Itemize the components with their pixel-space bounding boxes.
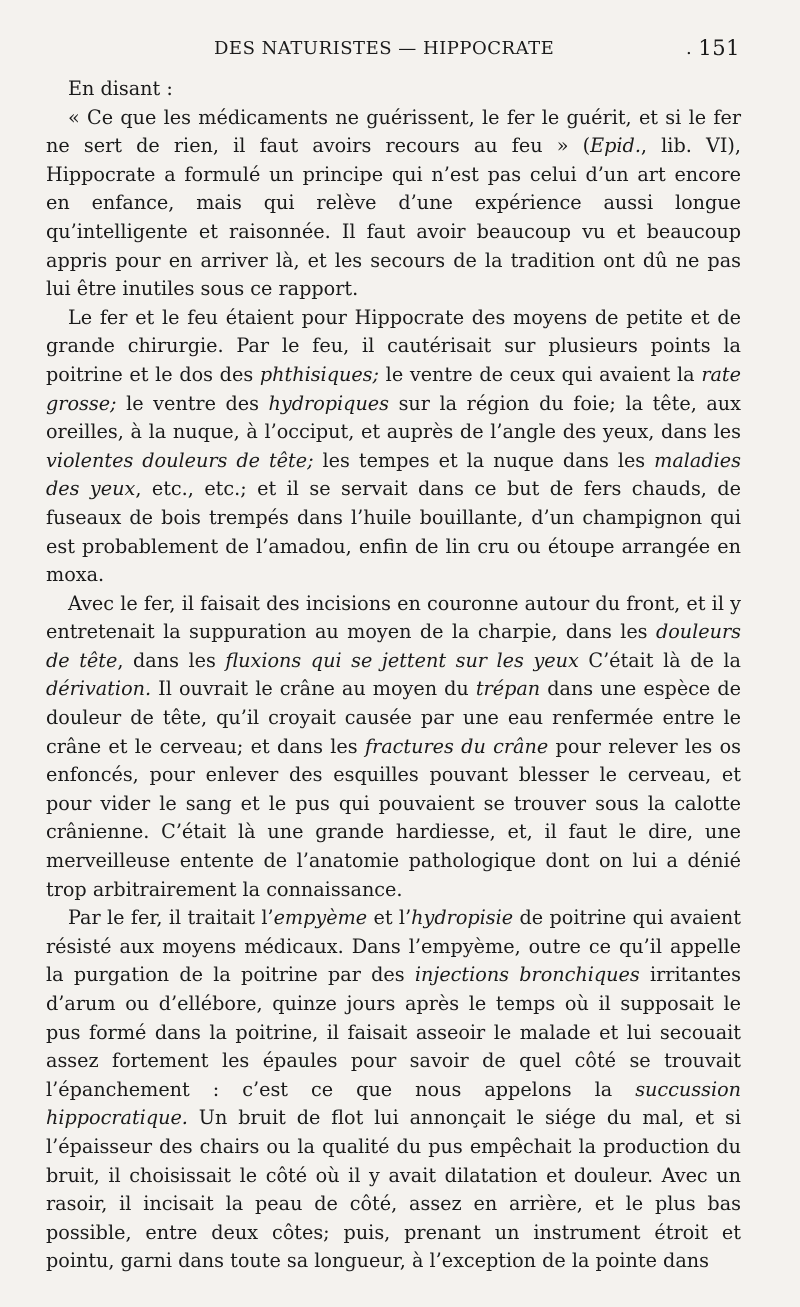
italic-run: douleurs de tête (46, 620, 741, 672)
text-run: En disant : (68, 77, 173, 100)
text-run: le ventre des (116, 391, 269, 415)
paragraph-2 (46, 104, 741, 304)
italic-run: rate grosse; (46, 362, 741, 415)
page-number: 151 (698, 36, 740, 60)
running-header (64, 38, 740, 62)
text-run: sur la région du foie; la tête, aux oreilles, à la nuque, à l’occiput, et auprès de l’angle des yeux, dans les (46, 391, 741, 444)
text-run: C’était là de la (578, 648, 741, 672)
italic-run: injections bronchiques (414, 963, 640, 987)
text-run: , lib. VI), Hippocrate a formulé un principe qui n’est pas celui d’un art encore en enfance, mais qui relève d’une expérience aussi longue qu’intelligente et raisonnée. Il faut avoir beaucoup vu et beaucoup appris pour en arriver là, et les secours de la tradition ont dû ne pas lui être inutiles sous ce rapport. (46, 134, 741, 301)
italic-run: empyème (273, 906, 368, 930)
text-run: et l’ (367, 906, 412, 930)
text-run: dans une espèce de douleur de tête, qu’il croyait causée par une eau renfermée entre le crâne et le cerveau; et dans les (46, 677, 741, 758)
italic-run: maladies des yeux (46, 448, 741, 501)
text-run: de poitrine qui avaient résisté aux moyens médicaux. Dans l’empyème, outre ce qu’il appelle la purgation de la poitrine par des (46, 906, 741, 987)
text-run: Il ouvrait le crâne au moyen du (151, 677, 476, 701)
italic-run: phthisiques; (259, 362, 379, 386)
text-run: Par le fer, il traitait l’ (68, 906, 274, 930)
text-run: « Ce que les médicaments ne guérissent, le fer le guérit, et si le fer ne sert de rien, il faut avoirs recours au feu » ( (46, 105, 741, 158)
paragraph-3 (46, 304, 741, 590)
italic-run: fractures du crâne (364, 734, 549, 758)
italic-run: hydropisie (411, 906, 514, 930)
text-run: Le fer et le feu étaient pour Hippocrate des moyens de petite et de grande chirurgie. Par le feu, il cautérisait sur plusieurs points la poitrine et le dos des (46, 305, 741, 386)
italic-run: trépan (475, 677, 541, 701)
italic-run: succussion hippocratique. (46, 1077, 741, 1130)
text-run: , dans les (117, 648, 226, 672)
text-run: pour relever les os enfoncés, pour enlever des esquilles pouvant blesser le cerveau, et pour vider le sang et le pus qui pouvaient se trouver sous la calotte crânienne. C’était là une grande hardiesse, et, il faut le dire, une merveilleuse entente de l’anatomie pathologique dont on lui a dénié trop arbitrairement la connaissance. (46, 734, 741, 901)
paragraph-1 (46, 75, 741, 104)
text-run: le ventre de ceux qui avaient la (379, 362, 702, 386)
paragraph-4 (46, 590, 741, 905)
italic-run: violentes douleurs de tête; (46, 448, 314, 472)
text-run: Avec le fer, il faisait des incisions en couronne autour du front, et il y entretenait la suppuration au moyen de la charpie, dans les (46, 591, 741, 644)
page-body (46, 75, 741, 1276)
italic-run: dérivation. (46, 677, 152, 701)
text-run: , etc., etc.; et il se servait dans ce but de fers chauds, de fuseaux de bois trempés dans l’huile bouillante, d’un champignon qui est probablement de l’amadou, enfin de lin cru ou étoupe arrangée en moxa. (46, 477, 741, 587)
italic-run: hydropiques (268, 391, 390, 415)
italic-run: Epid. (590, 134, 641, 158)
text-run: les tempes et la nuque dans les (313, 448, 655, 472)
text-run: irritantes d’arum ou d’ellébore, quinze jours après le temps où il supposait le pus formé dans la poitrine, il faisait asseoir le malade et lui secouait assez fortement les épaules pour savoir de quel côté se trouvait l’épanchement : c’est ce que nous appelons la (46, 963, 741, 1101)
text-run: Un bruit de flot lui annonçait le siége du mal, et si l’épaisseur des chairs ou la qualité du pus empêchait la production du bruit, il choisissait le côté où il y avait dilatation et douleur. Avec un rasoir, il incisait la peau de côté, assez en arrière, et le plus bas possible, entre deux côtes; puis, prenant un instrument étroit et pointu, garni dans toute sa longueur, à l’exception de la pointe dans (46, 1106, 741, 1273)
paragraph-5 (46, 904, 741, 1276)
header-dot: . (686, 38, 693, 59)
italic-run: fluxions qui se jettent sur les yeux (225, 648, 579, 672)
running-title: DES NATURISTES — HIPPOCRATE (214, 38, 555, 59)
